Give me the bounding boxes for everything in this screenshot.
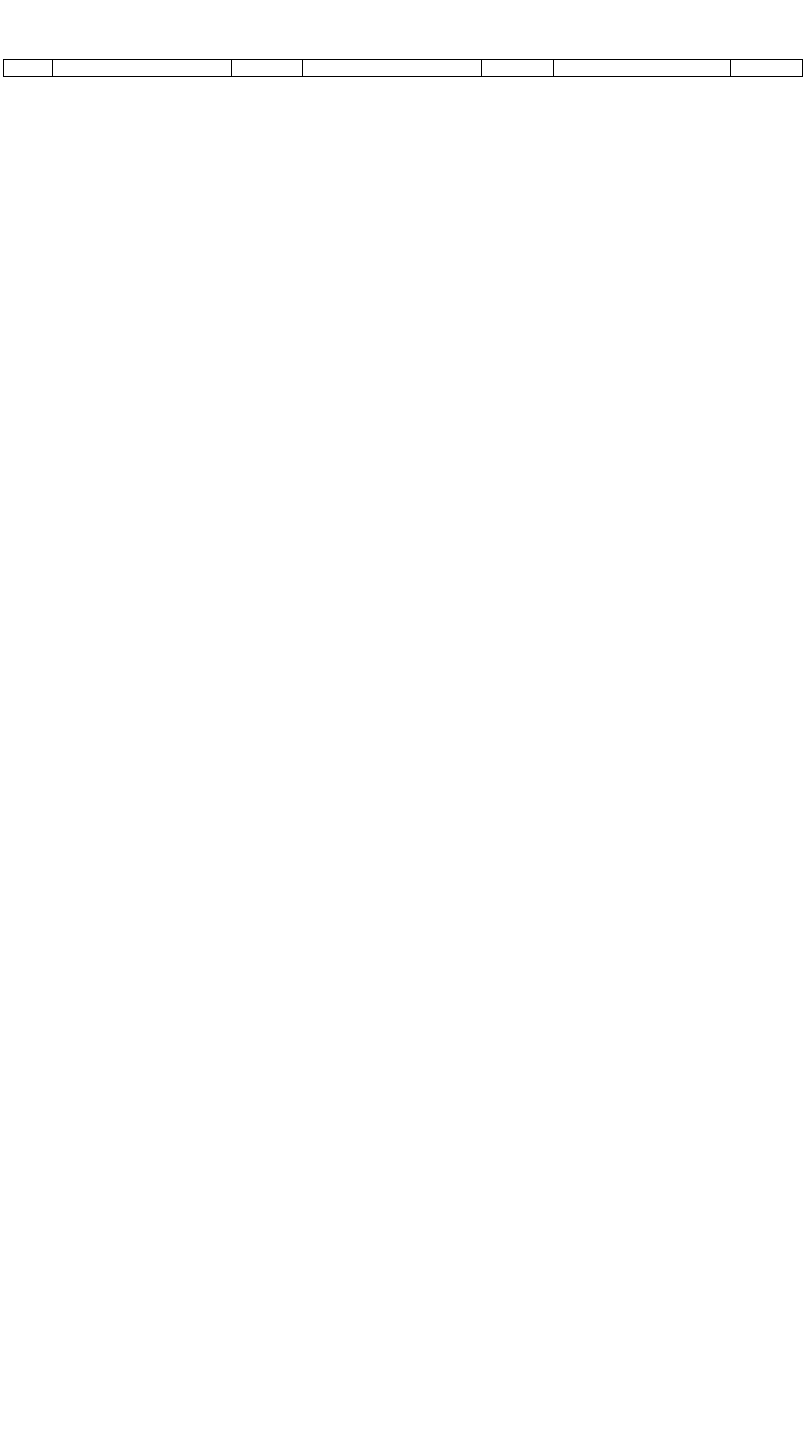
- header-row: [4, 60, 803, 77]
- header-qty: [232, 60, 302, 77]
- header-spec: [302, 60, 482, 77]
- header-qty: [482, 60, 553, 77]
- header-name: [4, 60, 53, 77]
- inventory-table: [3, 59, 803, 77]
- header-qty: [731, 60, 803, 77]
- header-spec: [52, 60, 232, 77]
- header-spec: [553, 60, 731, 77]
